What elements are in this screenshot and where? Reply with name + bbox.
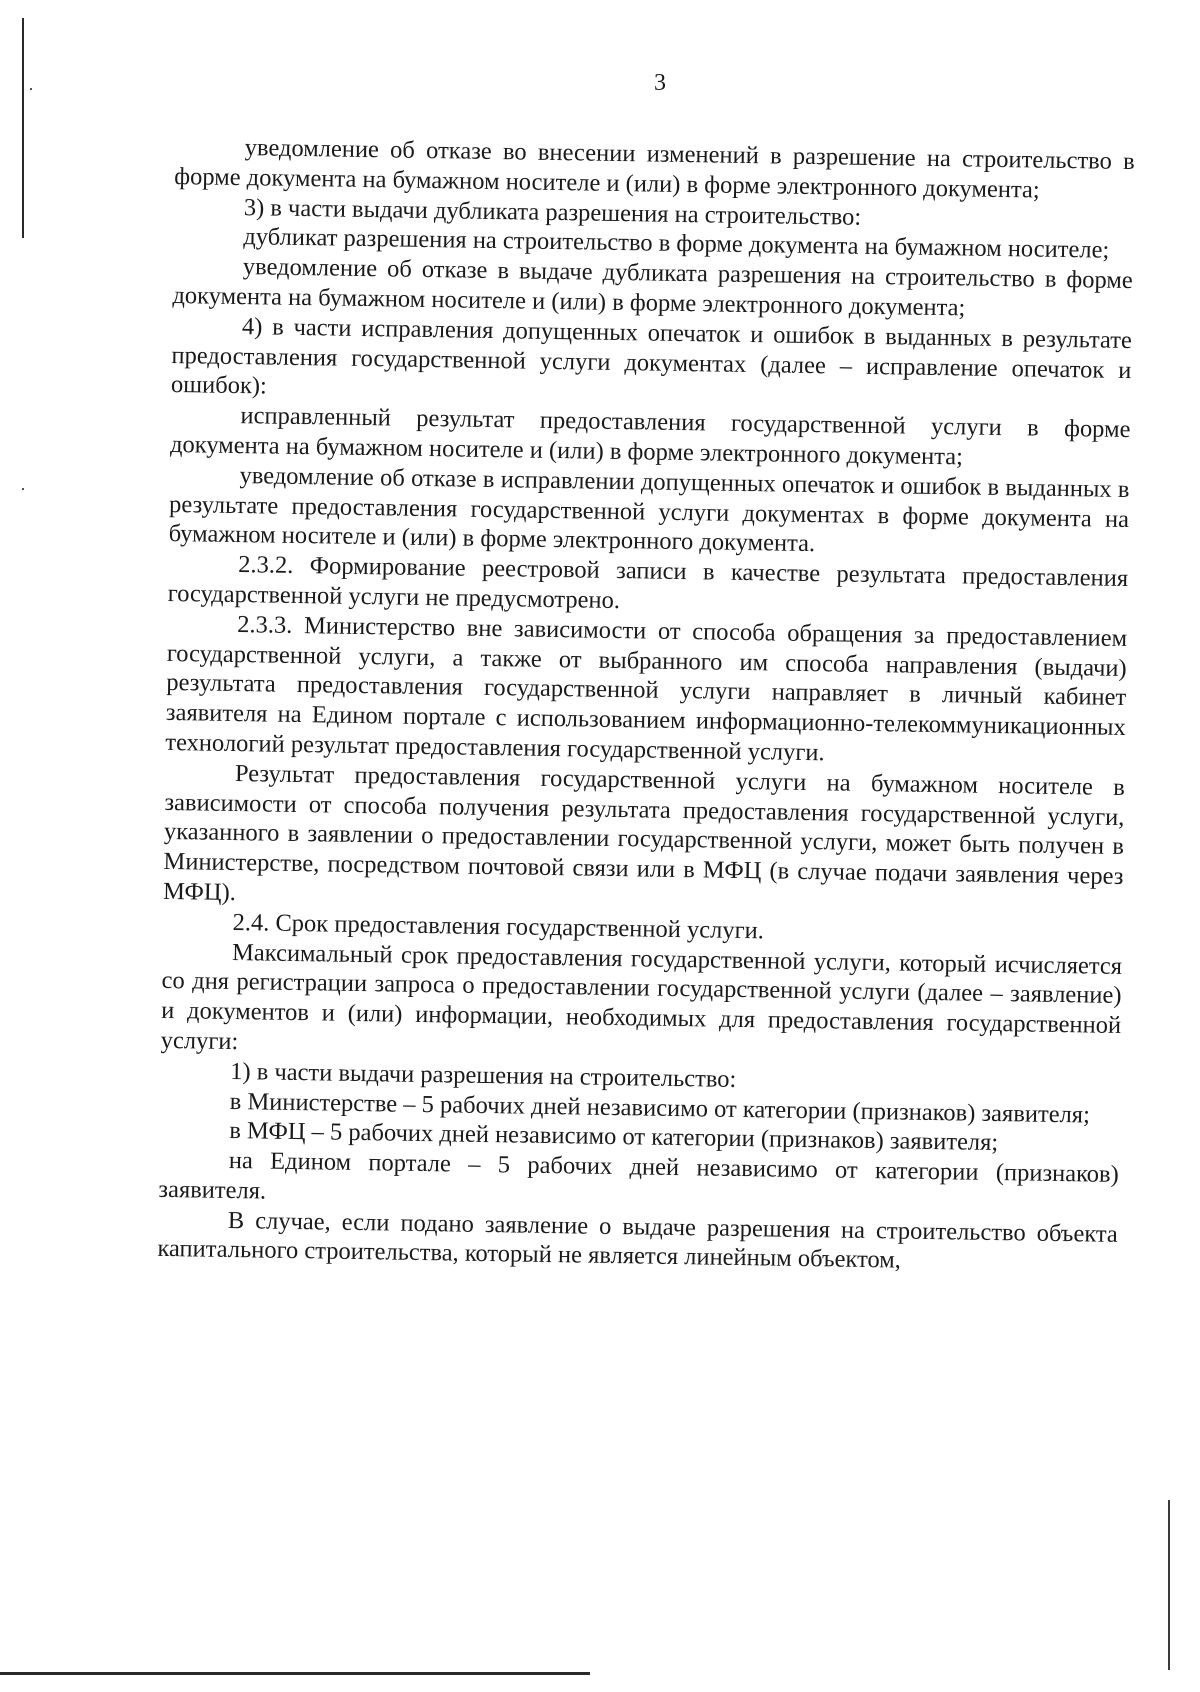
paragraph: уведомление об отказе во внесении изменений в разрешение на строительство в форме документа на бумажном носителе и (или) в форме электронного документа; [174, 134, 1135, 204]
paragraph: дубликат разрешения на строительство в форме документа на бумажном носителе; [243, 223, 1110, 265]
page-number: 3 [654, 70, 666, 96]
paragraph: 2.3.2. Формирование реестровой записи в качестве результата предоставления государственной услуги не предусмотрено. [167, 551, 1129, 614]
paragraph: в Министерстве – 5 рабочих дней независимо от категории (признаков) заявителя; [229, 1087, 1091, 1128]
paragraph: 4) в части исправления допущенных опечаток и ошибок в выданных в результате предоставления государственной услуги документах (далее – исправление опечаток и ошибок): [170, 312, 1133, 400]
paragraph: на Едином портале – 5 рабочих дней независимо от категории (признаков) заявителя. [158, 1147, 1119, 1205]
paragraph: исправленный результат предоставления государственной услуги в форме документа на бумажном носителе и (или) в форме электронного документа; [169, 402, 1131, 471]
paragraph: в МФЦ – 5 рабочих дней независимо от категории (признаков) заявителя; [229, 1117, 999, 1157]
scan-edge-left [22, 18, 24, 238]
paragraph: Результат предоставления государственной услуги на бумажном носителе в зависимости от способа получения результата предоставления государственной услуги, указанного в заявлении о предоставлении государственной услуги, может быть получен в Министерстве, посредством почтовой связи или в МФЦ (в случае подачи заявления через МФЦ). [162, 759, 1126, 906]
paragraph: В случае, если подано заявление о выдаче разрешения на строительство объекта капитального строительства, который не является линейным объектом, [157, 1206, 1119, 1275]
paragraph: уведомление об отказе в исправлении допущенных опечаток и ошибок в выданных в результате предоставления государственной услуги документах в форме документа на бумажном носителе и (или) в форме электронного документа. [168, 461, 1130, 558]
paragraph: 3) в части выдачи дубликата разрешения на строительство: [243, 193, 862, 231]
document-body [157, 132, 1135, 1279]
paragraph: уведомление об отказе в выдаче дубликата разрешения на строительство в форме документа на бумажном носителе и (или) в форме электронного документа; [172, 253, 1133, 322]
paragraph: 2.3.3. Министерство вне зависимости от способа обращения за предоставлением государственной услуги, а также от выбранного им способа направления (выдачи) результата предоставления государственной услуги направляет в личный кабинет заявителя на Едином портале с использованием информационно-телекоммуникационных технологий результат предоставления государственной услуги. [165, 610, 1128, 767]
scan-speck [22, 488, 24, 490]
scan-edge-bottom [0, 1672, 590, 1675]
scan-edge-right [1168, 1500, 1170, 1670]
section-heading: 2.4. Срок предоставления государственной услуги. [232, 908, 765, 945]
paragraph: Максимальный срок предоставления государственной услуги, который исчисляется со дня регистрации запроса о предоставлении государственной услуги (далее – заявление) и документов и (или) информации, необходимых для предоставления государственной услуги: [160, 938, 1123, 1056]
paragraph: 1) в части выдачи разрешения на строительство: [230, 1057, 737, 1093]
